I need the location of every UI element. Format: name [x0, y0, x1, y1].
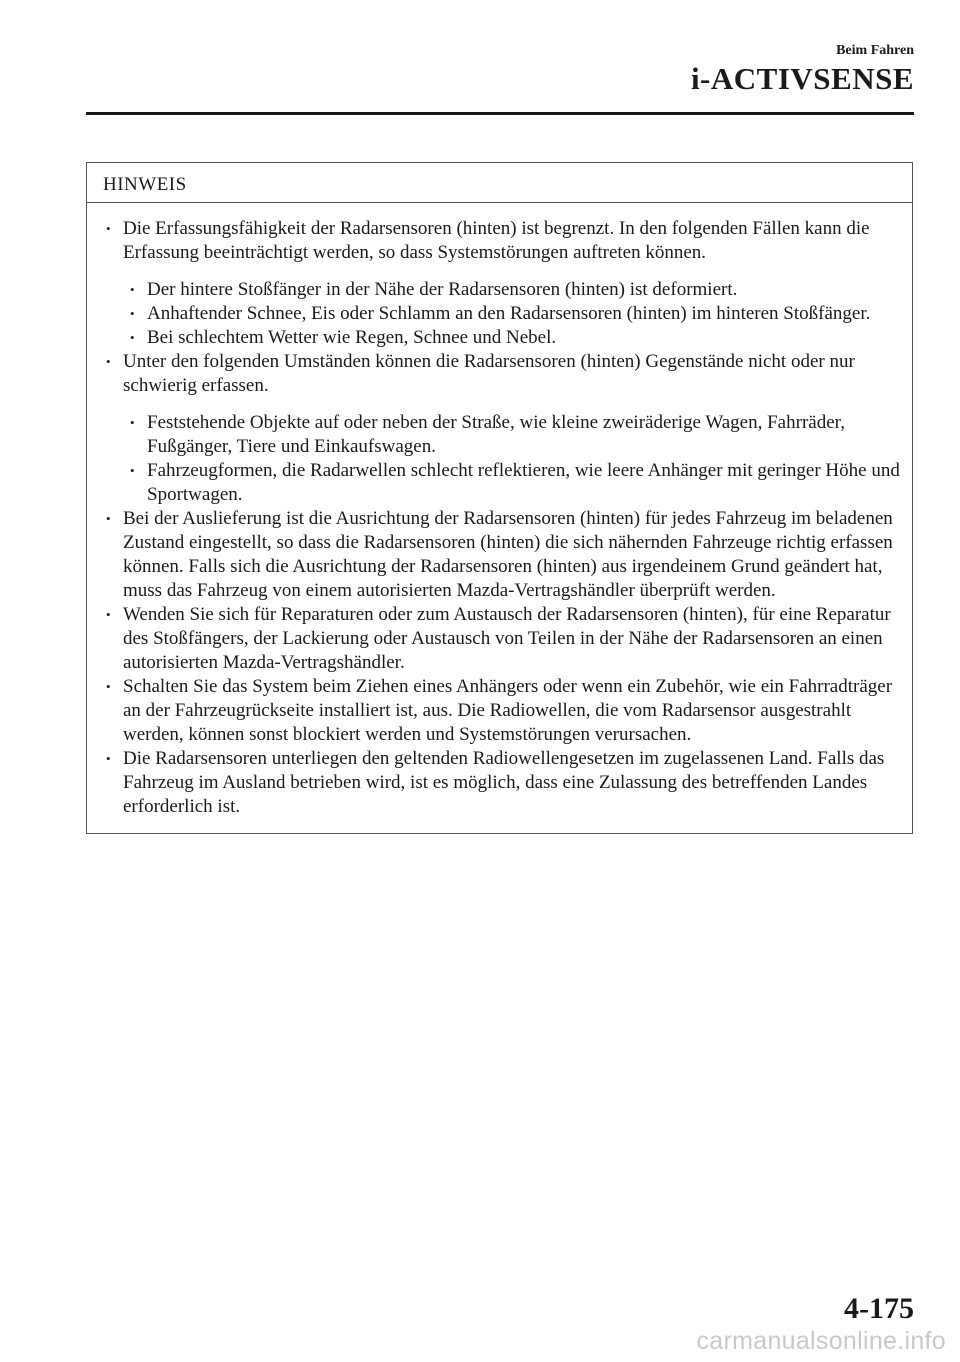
notice-item: • Schalten Sie das System beim Ziehen eines Anhängers oder wenn ein Zubehör, wie ein Fahrradträger an der Fahrzeugrückseite installiert ist, aus. Die Radiowellen, die vom Radarsensor ausgestrahlt werden, können sonst blockiert werden und Systemstörungen verursachen.	[105, 675, 904, 747]
notice-item: • Unter den folgenden Umständen können die Radarsensoren (hinten) Gegenstände nicht oder nur schwierig erfassen.	[105, 350, 904, 398]
notice-item: • Bei der Auslieferung ist die Ausrichtung der Radarsensoren (hinten) für jedes Fahrzeug im beladenen Zustand eingestellt, so dass die Radarsensoren (hinten) die sich nähernden Fahrzeuge richtig erfassen können. Falls sich die Ausrichtung der Radarsensoren (hinten) aus irgendeinem Grund geändert hat, muss das Fahrzeug von einem autorisierten Mazda-Vertragshändler überprüft werden.	[105, 507, 904, 603]
notice-subitem: • Feststehende Objekte auf oder neben der Straße, wie kleine zweiräderige Wagen, Fahrräder, Fußgänger, Tiere und Einkaufswagen.	[105, 411, 904, 459]
notice-body	[87, 203, 912, 833]
notice-subitem: • Fahrzeugformen, die Radarwellen schlecht reflektieren, wie leere Anhänger mit geringer Höhe und Sportwagen.	[105, 459, 904, 507]
notice-item: • Die Radarsensoren unterliegen den geltenden Radiowellengesetzen im zugelassenen Land. Falls das Fahrzeug im Ausland betrieben wird, ist es möglich, dass eine Zulassung des betreffenden Landes erforderlich ist.	[105, 747, 904, 819]
section-label: Beim Fahren	[836, 43, 914, 58]
page-title: i-ACTIVSENSE	[690, 61, 914, 96]
notice-title: HINWEIS	[87, 163, 912, 203]
notice-item: • Wenden Sie sich für Reparaturen oder zum Austausch der Radarsensoren (hinten), für eine Reparatur des Stoßfängers, der Lackierung oder Austausch von Teilen in der Nähe der Radarsensoren an einen autorisierten Mazda-Vertragshändler.	[105, 603, 904, 675]
watermark-text: carmanualsonline.info	[696, 1327, 946, 1355]
page-number: 4-175	[844, 1292, 914, 1325]
notice-subitem: • Bei schlechtem Wetter wie Regen, Schnee und Nebel.	[105, 326, 904, 350]
notice-item: • Die Erfassungsfähigkeit der Radarsensoren (hinten) ist begrenzt. In den folgenden Fällen kann die Erfassung beeinträchtigt werden, so dass Systemstörungen auftreten können.	[105, 217, 904, 265]
notice-subitem: • Der hintere Stoßfänger in der Nähe der Radarsensoren (hinten) ist deformiert.	[105, 278, 904, 302]
notice-subitem: • Anhaftender Schnee, Eis oder Schlamm an den Radarsensoren (hinten) im hinteren Stoßfänger.	[105, 302, 904, 326]
notice-box	[86, 162, 913, 834]
page-header	[691, 42, 914, 96]
header-rule	[86, 112, 914, 115]
